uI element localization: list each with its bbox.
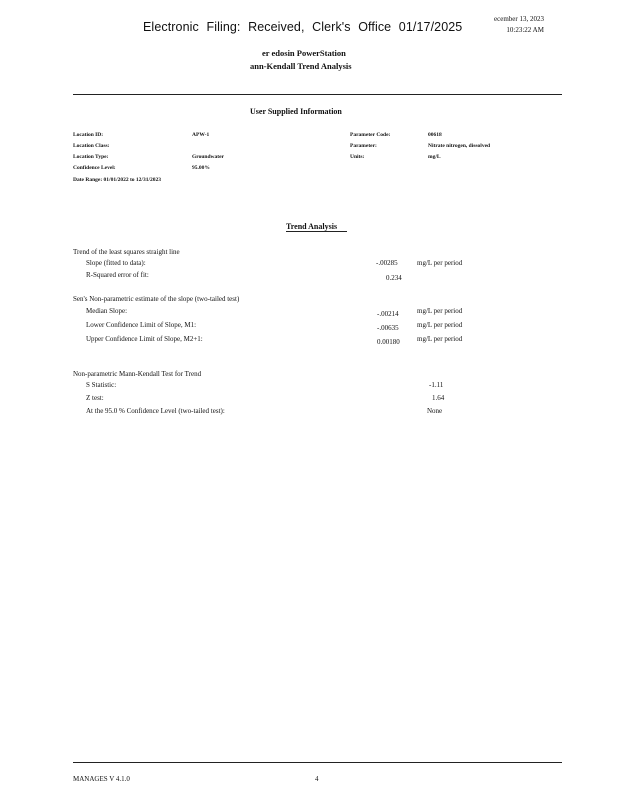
trend-analysis-heading: Trend Analysis — [286, 222, 347, 232]
upper-limit-label: Upper Confidence Limit of Slope, M2+1: — [86, 335, 203, 343]
slope-label: Slope (fitted to data): — [86, 259, 146, 267]
lower-limit-value: -.00635 — [377, 324, 399, 332]
station-title: er edosin PowerStation — [262, 48, 346, 58]
location-id-label: Location ID: — [73, 132, 104, 138]
upper-limit-value: 0.00180 — [377, 338, 400, 346]
lower-limit-units: mg/L per period — [417, 321, 463, 329]
location-type-value: Groundwater — [192, 154, 224, 160]
s-statistic-label: S Statistic: — [86, 381, 117, 389]
parameter-value: Nitrate nitrogen, dissolved — [428, 143, 491, 149]
s-statistic-value: -1.11 — [429, 381, 444, 389]
location-type-label: Location Type: — [73, 154, 109, 160]
upper-limit-units: mg/L per period — [417, 335, 463, 343]
footer-divider — [73, 762, 562, 763]
confidence-test-value: None — [427, 407, 443, 415]
parameter-code-label: Parameter Code: — [350, 132, 391, 138]
report-date: ecember 13, 2023 — [494, 15, 544, 23]
r-squared-value: 0.234 — [386, 274, 402, 282]
units-value: mg/L — [428, 154, 441, 160]
software-version: MANAGES V 4.1.0 — [73, 775, 130, 783]
report-title: ann-Kendall Trend Analysis — [250, 61, 352, 71]
least-squares-title: Trend of the least squares straight line — [73, 248, 180, 256]
location-id-value: APW-1 — [192, 132, 210, 138]
median-slope-units: mg/L per period — [417, 307, 463, 315]
header-divider — [73, 94, 562, 95]
confidence-test-label: At the 95.0 % Confidence Level (two-tailed test): — [86, 407, 225, 415]
r-squared-label: R-Squared error of fit: — [86, 271, 149, 279]
median-slope-value: -.00214 — [377, 310, 399, 318]
confidence-level-value: 95.00% — [192, 165, 210, 171]
mann-kendall-title: Non-parametric Mann-Kendall Test for Trend — [73, 370, 202, 378]
sen-slope-title: Sen's Non-parametric estimate of the slope (two-tailed test) — [73, 295, 240, 303]
z-test-label: Z test: — [86, 394, 104, 402]
parameter-label: Parameter: — [350, 143, 377, 149]
z-test-value: 1.64 — [432, 394, 445, 402]
location-class-label: Location Class: — [73, 143, 110, 149]
parameter-code-value: 00618 — [428, 132, 442, 138]
units-label: Units: — [350, 154, 365, 160]
confidence-level-label: Confidence Level: — [73, 165, 116, 171]
user-info-heading: User Supplied Information — [250, 107, 342, 116]
report-time: 10:23:22 AM — [506, 26, 544, 34]
report-datetime — [494, 14, 544, 36]
page-number: 4 — [315, 775, 319, 783]
date-range: Date Range: 01/01/2022 to 12/31/2023 — [73, 177, 161, 183]
filing-stamp: Electronic Filing: Received, Clerk's Office 01/17/2025 — [143, 20, 463, 34]
median-slope-label: Median Slope: — [86, 307, 128, 315]
slope-value: -.00285 — [376, 259, 398, 267]
lower-limit-label: Lower Confidence Limit of Slope, M1: — [86, 321, 197, 329]
slope-units: mg/L per period — [417, 259, 463, 267]
